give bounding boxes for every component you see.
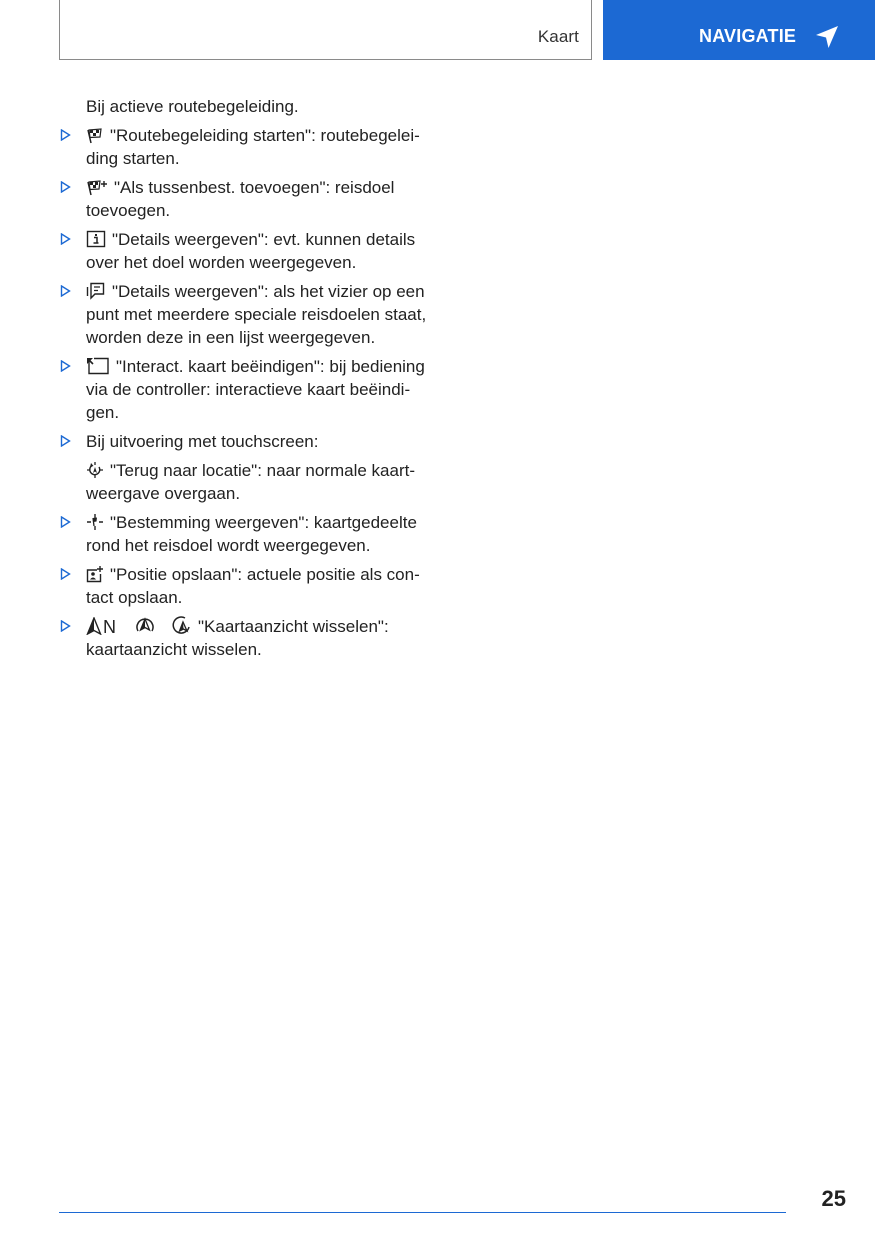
item-line: rond het reisdoel wordt weergegeven. — [86, 536, 371, 555]
list-item — [59, 280, 449, 349]
item-line: "Kaartaanzicht wisselen": — [198, 617, 389, 636]
bullet-triangle-icon — [60, 360, 71, 372]
item-line: weergave overgaan. — [86, 484, 241, 503]
item-line: "Terug naar locatie": naar normale kaart- — [110, 461, 415, 480]
intro-text: Bij actieve routebegeleiding. — [86, 97, 299, 116]
item-line: toevoegen. — [86, 201, 171, 220]
section-title: Kaart — [537, 27, 579, 46]
footer-rule — [59, 1212, 786, 1213]
info-icon — [86, 230, 106, 248]
item-line: tact opslaan. — [86, 588, 183, 607]
item-line: "Details weergeven": als het vizier op een — [112, 282, 425, 301]
item-line: "Als tussenbest. toevoegen": reisdoel — [114, 178, 395, 197]
item-line: "Interact. kaart beëindigen": bij bediening — [116, 357, 425, 376]
perspective-map-icon — [170, 615, 192, 635]
main-content — [59, 95, 449, 667]
item-line: punt met meerdere speciale reisdoelen staat, — [86, 305, 427, 324]
item-line: via de controller: interactieve kaart beëindi- — [86, 380, 411, 399]
item-line: gen. — [86, 403, 120, 422]
item-line: "Positie opslaan": actuele positie als con- — [110, 565, 420, 584]
heading-up-map-icon — [134, 615, 156, 635]
save-position-icon — [86, 565, 104, 583]
exit-map-icon — [86, 357, 110, 375]
page-number: 25 — [821, 1186, 846, 1211]
bullet-triangle-icon — [60, 233, 71, 245]
list-item — [59, 563, 449, 609]
list-item — [59, 228, 449, 274]
item-line: "Details weergeven": evt. kunnen details — [112, 230, 416, 249]
item-line: "Routebegeleiding starten": routebegelei- — [110, 126, 420, 145]
chapter-title: NAVIGATIE — [699, 26, 797, 46]
item-line: kaartaanzicht wisselen. — [86, 640, 262, 659]
item-line: worden deze in een lijst weergegeven. — [86, 328, 376, 347]
destination-icon — [86, 513, 104, 531]
return-location-icon — [86, 461, 104, 479]
list-item — [59, 430, 449, 453]
list-item — [59, 615, 449, 661]
bullet-triangle-icon — [60, 568, 71, 580]
bullet-triangle-icon — [60, 285, 71, 297]
list-item — [59, 511, 449, 557]
sub-item — [59, 459, 449, 505]
item-line: ding starten. — [86, 149, 180, 168]
item-line: over het doel worden weergegeven. — [86, 253, 357, 272]
map-view-north-label: N — [103, 617, 116, 635]
bullet-triangle-icon — [60, 620, 71, 632]
bullet-triangle-icon — [60, 516, 71, 528]
list-item — [59, 355, 449, 424]
bullet-triangle-icon — [60, 129, 71, 141]
section-header-box — [59, 0, 592, 60]
chapter-tab — [603, 0, 875, 60]
details-list-icon — [86, 282, 106, 300]
bullet-triangle-icon — [60, 181, 71, 193]
list-item — [59, 124, 449, 170]
flag-plus-icon — [86, 180, 108, 196]
navigation-arrow-icon — [814, 24, 840, 50]
list-item — [59, 176, 449, 222]
north-up-map-icon — [86, 617, 120, 635]
item-line: Bij uitvoering met touchscreen: — [86, 432, 319, 451]
checkered-flag-icon — [86, 128, 104, 144]
bullet-triangle-icon — [60, 435, 71, 447]
item-line: "Bestemming weergeven": kaartgedeelte — [110, 513, 417, 532]
